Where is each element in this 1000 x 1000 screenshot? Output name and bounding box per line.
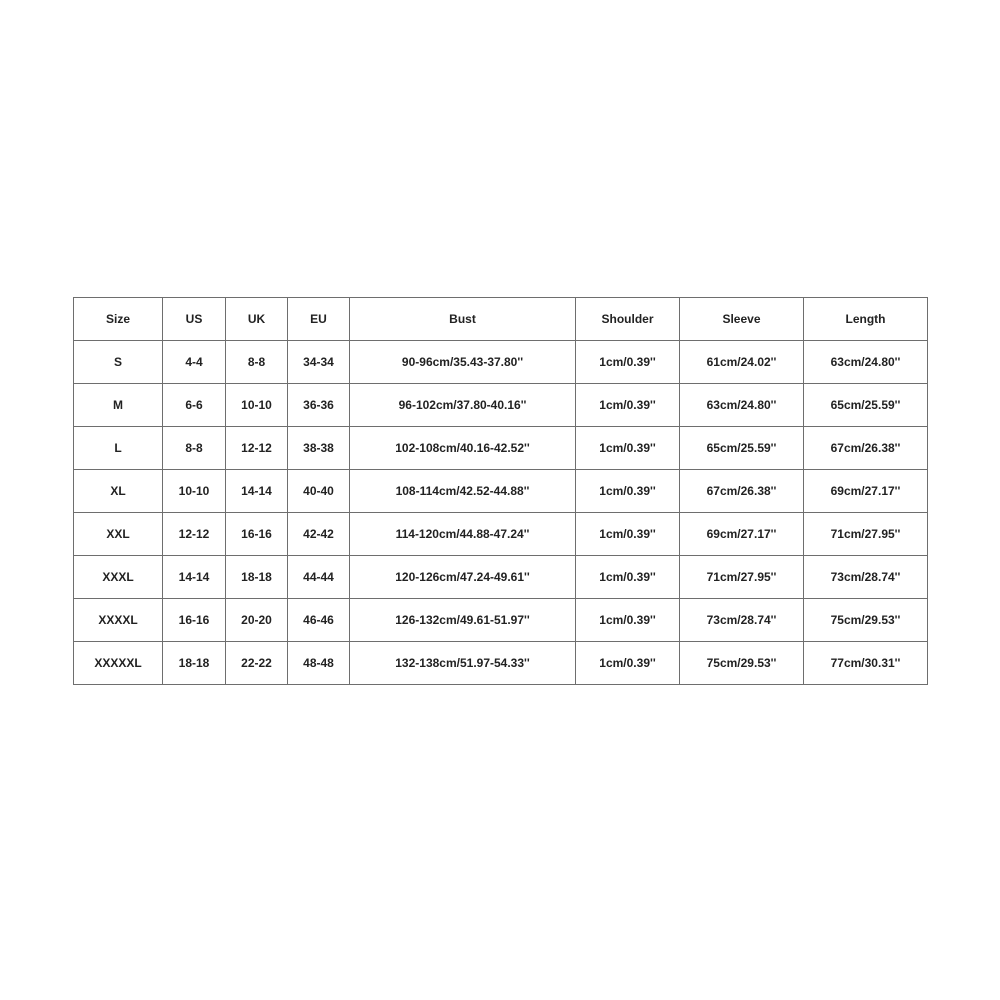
cell-sleeve: 67cm/26.38''	[680, 470, 804, 513]
cell-us: 12-12	[163, 513, 226, 556]
cell-uk: 14-14	[226, 470, 288, 513]
cell-uk: 18-18	[226, 556, 288, 599]
cell-length: 77cm/30.31''	[804, 642, 928, 685]
cell-bust: 126-132cm/49.61-51.97''	[350, 599, 576, 642]
cell-eu: 42-42	[288, 513, 350, 556]
cell-sleeve: 73cm/28.74''	[680, 599, 804, 642]
cell-bust: 132-138cm/51.97-54.33''	[350, 642, 576, 685]
cell-bust: 114-120cm/44.88-47.24''	[350, 513, 576, 556]
cell-uk: 16-16	[226, 513, 288, 556]
cell-bust: 108-114cm/42.52-44.88''	[350, 470, 576, 513]
cell-shoulder: 1cm/0.39''	[576, 556, 680, 599]
cell-us: 8-8	[163, 427, 226, 470]
cell-sleeve: 65cm/25.59''	[680, 427, 804, 470]
table-row	[74, 470, 928, 513]
table-row	[74, 642, 928, 685]
table-row	[74, 599, 928, 642]
header-uk: UK	[226, 298, 288, 341]
table-row	[74, 556, 928, 599]
cell-uk: 10-10	[226, 384, 288, 427]
cell-uk: 20-20	[226, 599, 288, 642]
cell-shoulder: 1cm/0.39''	[576, 599, 680, 642]
cell-sleeve: 71cm/27.95''	[680, 556, 804, 599]
header-length: Length	[804, 298, 928, 341]
cell-uk: 22-22	[226, 642, 288, 685]
cell-size: XXXL	[74, 556, 163, 599]
table-row	[74, 384, 928, 427]
cell-shoulder: 1cm/0.39''	[576, 427, 680, 470]
header-shoulder: Shoulder	[576, 298, 680, 341]
header-eu: EU	[288, 298, 350, 341]
table-row	[74, 513, 928, 556]
cell-sleeve: 63cm/24.80''	[680, 384, 804, 427]
cell-size: XL	[74, 470, 163, 513]
cell-length: 75cm/29.53''	[804, 599, 928, 642]
cell-shoulder: 1cm/0.39''	[576, 513, 680, 556]
cell-us: 16-16	[163, 599, 226, 642]
cell-us: 4-4	[163, 341, 226, 384]
table-row	[74, 427, 928, 470]
header-us: US	[163, 298, 226, 341]
cell-bust: 96-102cm/37.80-40.16''	[350, 384, 576, 427]
cell-bust: 90-96cm/35.43-37.80''	[350, 341, 576, 384]
cell-eu: 46-46	[288, 599, 350, 642]
cell-eu: 38-38	[288, 427, 350, 470]
cell-shoulder: 1cm/0.39''	[576, 384, 680, 427]
cell-us: 10-10	[163, 470, 226, 513]
cell-sleeve: 69cm/27.17''	[680, 513, 804, 556]
cell-us: 18-18	[163, 642, 226, 685]
header-sleeve: Sleeve	[680, 298, 804, 341]
cell-size: M	[74, 384, 163, 427]
cell-uk: 8-8	[226, 341, 288, 384]
cell-size: XXL	[74, 513, 163, 556]
cell-size: S	[74, 341, 163, 384]
cell-eu: 40-40	[288, 470, 350, 513]
cell-shoulder: 1cm/0.39''	[576, 470, 680, 513]
cell-us: 6-6	[163, 384, 226, 427]
cell-size: XXXXL	[74, 599, 163, 642]
cell-sleeve: 75cm/29.53''	[680, 642, 804, 685]
table-header-row	[74, 298, 928, 341]
cell-bust: 120-126cm/47.24-49.61''	[350, 556, 576, 599]
cell-length: 69cm/27.17''	[804, 470, 928, 513]
cell-eu: 34-34	[288, 341, 350, 384]
cell-eu: 44-44	[288, 556, 350, 599]
cell-eu: 48-48	[288, 642, 350, 685]
cell-length: 65cm/25.59''	[804, 384, 928, 427]
size-chart-table	[73, 297, 928, 685]
cell-shoulder: 1cm/0.39''	[576, 642, 680, 685]
cell-bust: 102-108cm/40.16-42.52''	[350, 427, 576, 470]
header-size: Size	[74, 298, 163, 341]
cell-length: 71cm/27.95''	[804, 513, 928, 556]
cell-length: 67cm/26.38''	[804, 427, 928, 470]
cell-length: 73cm/28.74''	[804, 556, 928, 599]
cell-sleeve: 61cm/24.02''	[680, 341, 804, 384]
cell-size: L	[74, 427, 163, 470]
cell-shoulder: 1cm/0.39''	[576, 341, 680, 384]
cell-eu: 36-36	[288, 384, 350, 427]
cell-length: 63cm/24.80''	[804, 341, 928, 384]
table-row	[74, 341, 928, 384]
cell-us: 14-14	[163, 556, 226, 599]
cell-uk: 12-12	[226, 427, 288, 470]
cell-size: XXXXXL	[74, 642, 163, 685]
header-bust: Bust	[350, 298, 576, 341]
